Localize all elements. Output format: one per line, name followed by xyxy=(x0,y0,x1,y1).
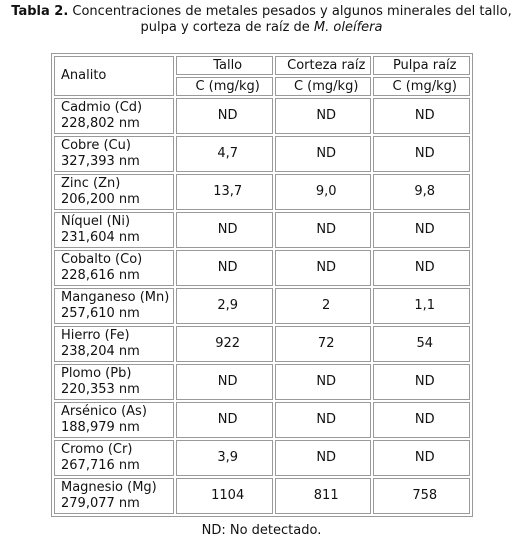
value-cell: 3,9 xyxy=(176,440,273,476)
table-row xyxy=(54,478,470,514)
value-cell: 811 xyxy=(275,478,372,514)
table-caption xyxy=(0,4,523,36)
analyte-name: Arsénico (As) xyxy=(61,404,147,419)
analyte-name: Manganeso (Mn) xyxy=(61,290,170,305)
analyte-name: Cobalto (Co) xyxy=(61,252,143,267)
analyte-cell xyxy=(54,212,174,248)
table-row xyxy=(54,98,470,134)
analyte-name: Hierro (Fe) xyxy=(61,328,130,343)
analyte-cell xyxy=(54,250,174,286)
value-cell: ND xyxy=(373,212,470,248)
table-row xyxy=(54,212,470,248)
value-cell: 922 xyxy=(176,326,273,362)
analyte-wavelength: 257,610 nm xyxy=(61,306,140,321)
value-cell: ND xyxy=(373,440,470,476)
caption-text-2: pulpa y corteza de raíz de xyxy=(140,20,314,35)
caption-species: M. oleífera xyxy=(313,20,383,35)
value-cell: 72 xyxy=(275,326,372,362)
analyte-name: Plomo (Pb) xyxy=(61,366,132,381)
analyte-wavelength: 220,353 nm xyxy=(61,382,140,397)
analyte-wavelength: 238,204 nm xyxy=(61,344,140,359)
analyte-wavelength: 279,077 nm xyxy=(61,496,140,511)
analyte-name: Níquel (Ni) xyxy=(61,214,131,229)
value-cell: ND xyxy=(275,98,372,134)
value-cell: ND xyxy=(373,136,470,172)
table-row xyxy=(54,440,470,476)
analyte-header: Analito xyxy=(54,56,174,96)
value-cell: 9,8 xyxy=(373,174,470,210)
analyte-wavelength: 231,604 nm xyxy=(61,230,140,245)
column-header-tallo: Tallo xyxy=(176,56,273,75)
analyte-cell xyxy=(54,98,174,134)
analyte-wavelength: 188,979 nm xyxy=(61,420,140,435)
analyte-name: Zinc (Zn) xyxy=(61,176,121,191)
value-cell: 758 xyxy=(373,478,470,514)
value-cell: 54 xyxy=(373,326,470,362)
value-cell: 1104 xyxy=(176,478,273,514)
unit-tallo: C (mg/kg) xyxy=(176,77,273,96)
analyte-cell xyxy=(54,478,174,514)
value-cell: ND xyxy=(373,364,470,400)
analyte-name: Cadmio (Cd) xyxy=(61,100,143,115)
analyte-name: Cobre (Cu) xyxy=(61,138,131,153)
analyte-wavelength: 228,616 nm xyxy=(61,268,140,283)
value-cell: ND xyxy=(275,136,372,172)
value-cell: ND xyxy=(275,440,372,476)
value-cell: ND xyxy=(373,402,470,438)
value-cell: 4,7 xyxy=(176,136,273,172)
analyte-cell xyxy=(54,402,174,438)
value-cell: ND xyxy=(275,402,372,438)
analyte-name: Cromo (Cr) xyxy=(61,442,133,457)
value-cell: ND xyxy=(176,98,273,134)
analyte-wavelength: 267,716 nm xyxy=(61,458,140,473)
value-cell: 2,9 xyxy=(176,288,273,324)
concentration-table xyxy=(51,53,473,517)
value-cell: ND xyxy=(176,212,273,248)
value-cell: 9,0 xyxy=(275,174,372,210)
analyte-cell xyxy=(54,326,174,362)
value-cell: 2 xyxy=(275,288,372,324)
value-cell: ND xyxy=(176,250,273,286)
value-cell: ND xyxy=(176,402,273,438)
analyte-cell xyxy=(54,136,174,172)
caption-text: Concentraciones de metales pesados y algunos minerales del tallo, xyxy=(72,4,512,19)
analyte-cell xyxy=(54,440,174,476)
unit-corteza: C (mg/kg) xyxy=(275,77,372,96)
analyte-wavelength: 327,393 nm xyxy=(61,154,140,169)
analyte-wavelength: 228,802 nm xyxy=(61,116,140,131)
table-row xyxy=(54,288,470,324)
column-header-corteza: Corteza raíz xyxy=(275,56,372,75)
table-row xyxy=(54,136,470,172)
analyte-wavelength: 206,200 nm xyxy=(61,192,140,207)
analyte-cell xyxy=(54,364,174,400)
table-row xyxy=(54,250,470,286)
table-row xyxy=(54,326,470,362)
value-cell: ND xyxy=(373,250,470,286)
value-cell: 1,1 xyxy=(373,288,470,324)
value-cell: ND xyxy=(176,364,273,400)
analyte-cell xyxy=(54,288,174,324)
column-header-pulpa: Pulpa raíz xyxy=(373,56,470,75)
analyte-cell xyxy=(54,174,174,210)
value-cell: ND xyxy=(275,212,372,248)
unit-pulpa: C (mg/kg) xyxy=(373,77,470,96)
footnote: ND: No detectado. xyxy=(201,523,322,538)
table-row xyxy=(54,364,470,400)
value-cell: ND xyxy=(275,364,372,400)
value-cell: ND xyxy=(275,250,372,286)
caption-label: Tabla 2. xyxy=(11,4,69,19)
value-cell: ND xyxy=(373,98,470,134)
analyte-name: Magnesio (Mg) xyxy=(61,480,157,495)
table-row xyxy=(54,402,470,438)
table-row xyxy=(54,174,470,210)
value-cell: 13,7 xyxy=(176,174,273,210)
